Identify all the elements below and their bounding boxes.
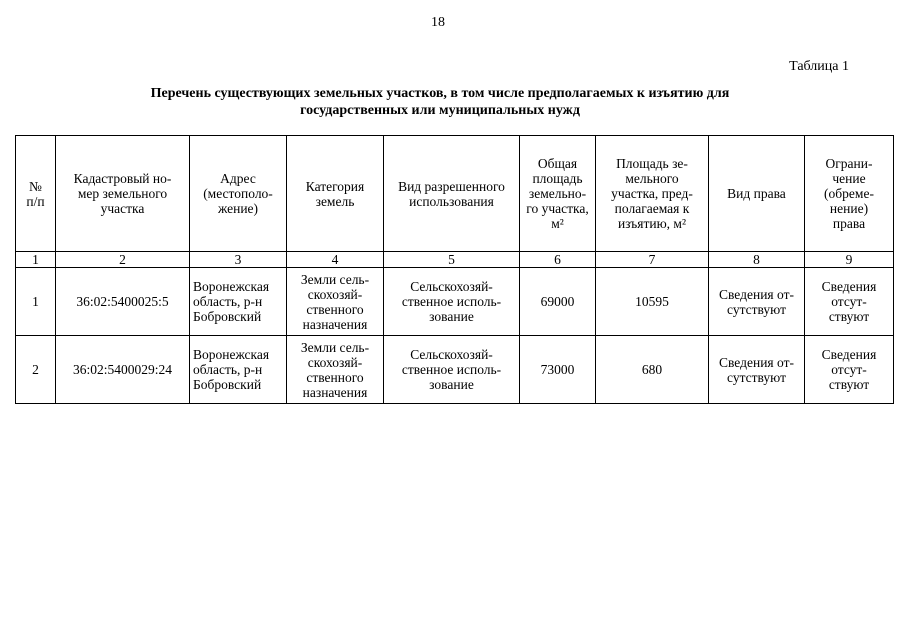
cell-category: Земли сель- скохозяй- ственного назначения (287, 336, 384, 404)
column-number: 9 (805, 252, 894, 268)
cell-restriction: Сведения отсут- ствуют (805, 336, 894, 404)
cell-restriction: Сведения отсут- ствуют (805, 268, 894, 336)
cell-category: Земли сель- скохозяй- ственного назначения (287, 268, 384, 336)
cell-right-type: Сведения от- сутствуют (709, 336, 805, 404)
header-cell-restriction: Ограни- чение (обреме- нение) права (805, 136, 894, 252)
header-cell-category: Категория земель (287, 136, 384, 252)
cell-permitted-use: Сельскохозяй- ственное исполь- зование (384, 268, 520, 336)
column-number: 7 (596, 252, 709, 268)
cell-number: 2 (16, 336, 56, 404)
column-number: 4 (287, 252, 384, 268)
column-number: 8 (709, 252, 805, 268)
cell-address: Воронежская область, р-н Бобровский (190, 268, 287, 336)
header-cell-number: № п/п (16, 136, 56, 252)
page-number: 18 (431, 15, 445, 30)
document-title-line-1: Перечень существующих земельных участков, в том числе предполагаемых к изъятию для (150, 86, 730, 101)
document-title (100, 85, 780, 119)
header-cell-right-type: Вид права (709, 136, 805, 252)
column-number: 2 (56, 252, 190, 268)
cell-total-area: 69000 (520, 268, 596, 336)
column-number: 5 (384, 252, 520, 268)
cell-address: Воронежская область, р-н Бобровский (190, 336, 287, 404)
header-cell-cadastral: Кадастровый но- мер земельного участка (56, 136, 190, 252)
column-number-row (16, 252, 894, 268)
cell-right-type: Сведения от- сутствуют (709, 268, 805, 336)
cell-seized-area: 10595 (596, 268, 709, 336)
column-number: 1 (16, 252, 56, 268)
header-cell-address: Адрес (местополо- жение) (190, 136, 287, 252)
table-label: Таблица 1 (789, 59, 849, 74)
header-cell-seized-area: Площадь зе- мельного участка, пред- полагаемая к изъятию, м² (596, 136, 709, 252)
header-cell-total-area: Общая площадь земельно- го участка, м² (520, 136, 596, 252)
cell-cadastral: 36:02:5400029:24 (56, 336, 190, 404)
cell-total-area: 73000 (520, 336, 596, 404)
table-header-row (16, 136, 894, 252)
header-cell-permitted-use: Вид разрешенного использования (384, 136, 520, 252)
land-plots-table (15, 135, 894, 404)
table-row (16, 268, 894, 336)
cell-seized-area: 680 (596, 336, 709, 404)
cell-cadastral: 36:02:5400025:5 (56, 268, 190, 336)
cell-permitted-use: Сельскохозяй- ственное исполь- зование (384, 336, 520, 404)
document-title-line-2: государственных или муниципальных нужд (300, 103, 580, 118)
column-number: 6 (520, 252, 596, 268)
cell-number: 1 (16, 268, 56, 336)
table-row (16, 336, 894, 404)
column-number: 3 (190, 252, 287, 268)
